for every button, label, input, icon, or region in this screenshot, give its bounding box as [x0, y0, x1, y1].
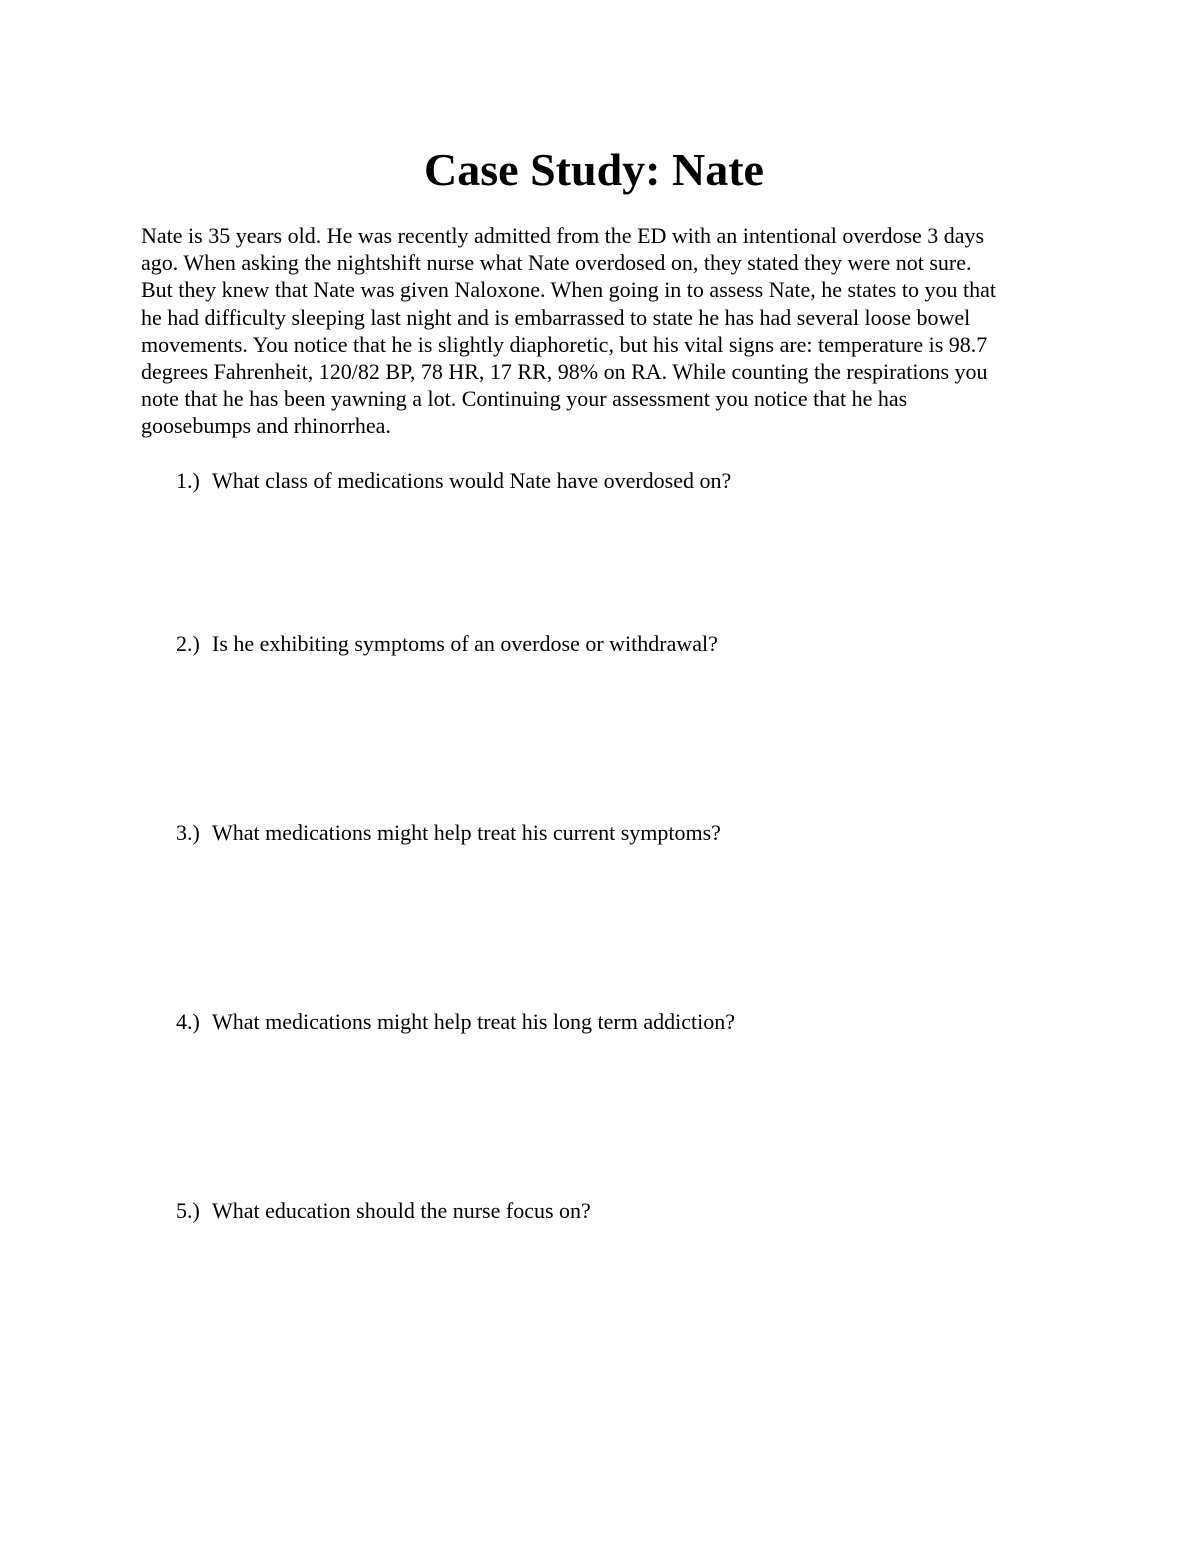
question-number: 2.)	[176, 631, 200, 656]
paragraph-line: goosebumps and rhinorrhea.	[141, 413, 391, 439]
question-text: What class of medications would Nate have overdosed on?	[212, 468, 732, 493]
question-1	[176, 467, 731, 495]
paragraph-line: movements. You notice that he is slightly diaphoretic, but his vital signs are: temperature is 98.7	[141, 331, 988, 357]
question-text: What education should the nurse focus on?	[212, 1198, 591, 1223]
question-text: What medications might help treat his current symptoms?	[212, 820, 721, 845]
question-4	[176, 1008, 735, 1036]
paragraph-line: degrees Fahrenheit, 120/82 BP, 78 HR, 17 RR, 98% on RA. While counting the respirations you	[141, 359, 988, 385]
case-description	[141, 222, 1066, 440]
question-number: 5.)	[176, 1198, 200, 1223]
question-2	[176, 630, 718, 658]
question-5	[176, 1197, 591, 1225]
paragraph-line: But they knew that Nate was given Naloxone. When going in to assess Nate, he states to you that	[141, 277, 996, 303]
paragraph-line: Nate is 35 years old. He was recently admitted from the ED with an intentional overdose 3 days	[141, 223, 985, 248]
question-text: What medications might help treat his long term addiction?	[212, 1009, 735, 1034]
paragraph-line: he had difficulty sleeping last night and is embarrassed to state he has had several loose bowel	[141, 304, 971, 330]
question-number: 4.)	[176, 1009, 200, 1034]
question-number: 3.)	[176, 820, 200, 845]
question-3	[176, 819, 721, 847]
question-text: Is he exhibiting symptoms of an overdose or withdrawal?	[212, 631, 718, 656]
paragraph-line: ago. When asking the nightshift nurse what Nate overdosed on, they stated they were not sure.	[141, 250, 972, 276]
question-number: 1.)	[176, 468, 200, 493]
paragraph-line: note that he has been yawning a lot. Continuing your assessment you notice that he has	[141, 386, 908, 412]
page-title: Case Study: Nate	[424, 144, 764, 195]
